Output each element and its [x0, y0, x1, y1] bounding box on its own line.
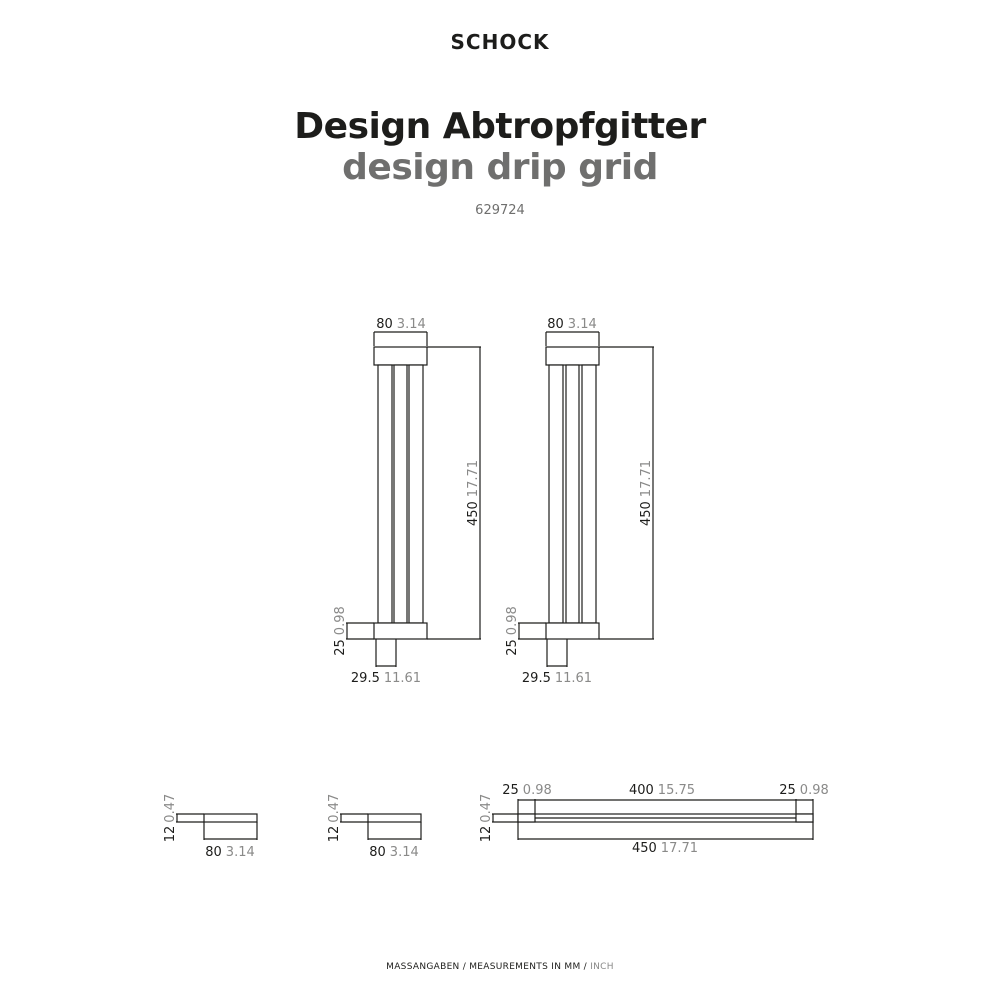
measurement-note-prefix: MASSANGABEN / MEASUREMENTS IN MM / — [386, 962, 591, 972]
brand-logo: SCHOCK — [450, 30, 550, 54]
width-label: 80 3.14 — [369, 845, 419, 860]
span-label: 400 15.75 — [628, 783, 696, 798]
long-side-view — [492, 799, 813, 840]
height-label: 120.47 — [327, 793, 342, 843]
foot-label: 25 0.98 — [779, 783, 829, 798]
offset-label: 29.5 11.61 — [521, 671, 593, 686]
article-number: 629724 — [475, 203, 525, 218]
product-title-english: design drip grid — [342, 147, 658, 188]
height-label: 120.47 — [163, 793, 178, 843]
foot-label: 25 0.98 — [502, 783, 552, 798]
measurement-note — [0, 962, 1000, 972]
front-view-2 — [518, 332, 654, 667]
width-label: 80 3.14 — [205, 845, 255, 860]
measurement-note-unit: INCH — [590, 962, 614, 972]
width-label: 80 3.14 — [376, 317, 426, 332]
front-view-1 — [346, 332, 481, 667]
foot-label: 250.98 — [505, 606, 520, 656]
offset-label: 29.5 11.61 — [350, 671, 422, 686]
length-label: 45017.71 — [466, 459, 481, 527]
length-label: 450 17.71 — [631, 841, 699, 856]
length-label: 45017.71 — [639, 459, 654, 527]
foot-label: 250.98 — [333, 606, 348, 656]
side-view-1 — [176, 814, 257, 840]
side-view-2 — [340, 814, 421, 840]
height-label: 120.47 — [479, 793, 494, 843]
product-title-german: Design Abtropfgitter — [294, 106, 706, 147]
width-label: 80 3.14 — [547, 317, 597, 332]
